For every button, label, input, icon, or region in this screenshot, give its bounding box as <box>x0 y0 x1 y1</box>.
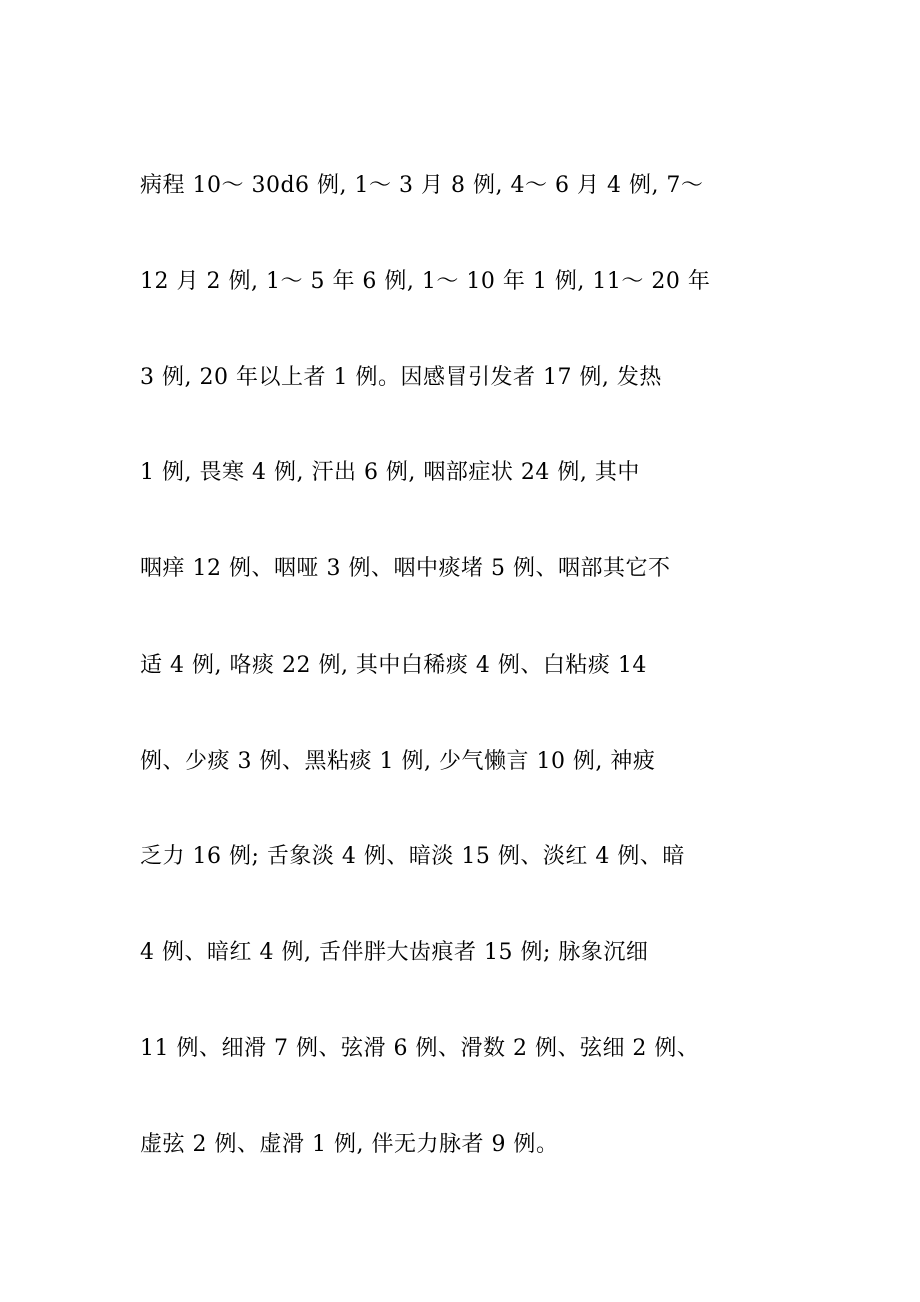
text-line-11: 虚弦 2 例、虚滑 1 例, 伴无力脉者 9 例。 <box>140 1132 559 1157</box>
text-line-3: 3 例, 20 年以上者 1 例。因感冒引发者 17 例, 发热 <box>140 365 662 390</box>
text-line-1: 病程 10～ 30d6 例, 1～ 3 月 8 例, 4～ 6 月 4 例, 7～ <box>140 173 704 198</box>
text-line-8: 乏力 16 例; 舌象淡 4 例、暗淡 15 例、淡红 4 例、暗 <box>140 844 685 869</box>
text-line-4: 1 例, 畏寒 4 例, 汗出 6 例, 咽部症状 24 例, 其中 <box>140 460 640 485</box>
text-line-7: 例、少痰 3 例、黑粘痰 1 例, 少气懒言 10 例, 神疲 <box>140 749 656 774</box>
text-line-2: 12 月 2 例, 1～ 5 年 6 例, 1～ 10 年 1 例, 11～ 20 年 <box>140 269 711 294</box>
text-line-9: 4 例、暗红 4 例, 舌伴胖大齿痕者 15 例; 脉象沉细 <box>140 940 649 965</box>
text-line-5: 咽痒 12 例、咽哑 3 例、咽中痰堵 5 例、咽部其它不 <box>140 556 671 581</box>
text-line-6: 适 4 例, 咯痰 22 例, 其中白稀痰 4 例、白粘痰 14 <box>140 653 647 678</box>
text-line-10: 11 例、细滑 7 例、弦滑 6 例、滑数 2 例、弦细 2 例、 <box>140 1036 700 1061</box>
